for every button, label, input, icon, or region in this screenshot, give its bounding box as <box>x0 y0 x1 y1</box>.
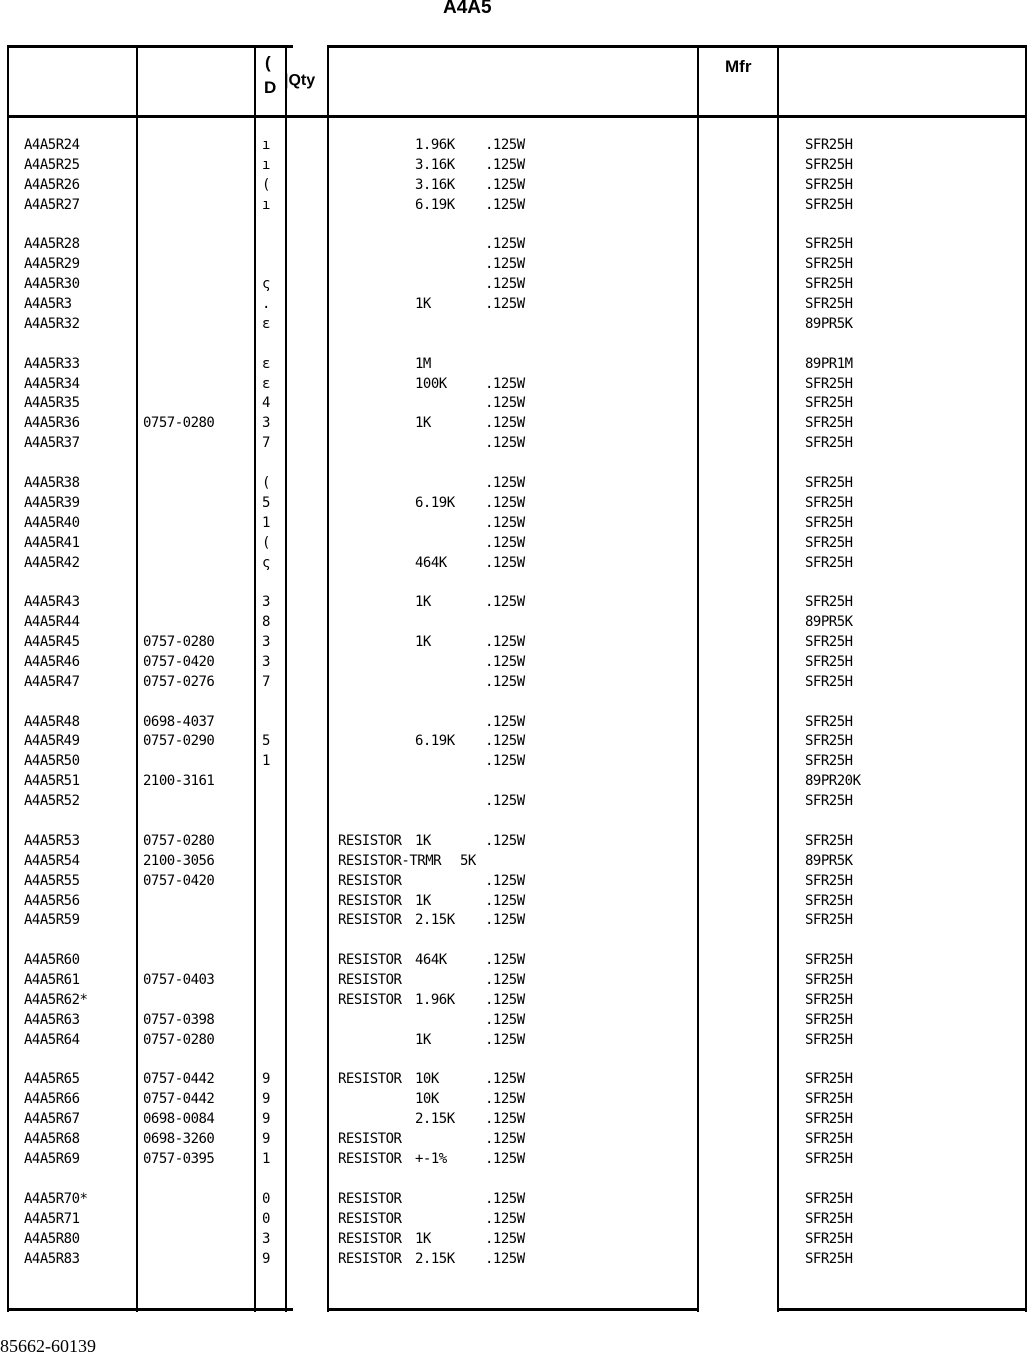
cell-watt: .125W <box>485 1211 525 1227</box>
cell-cd: 3 <box>262 415 270 431</box>
cell-cd: 5 <box>262 733 270 749</box>
cell-desc: RESISTOR <box>338 1211 402 1227</box>
table-border-right <box>1025 46 1027 1312</box>
column-divider <box>327 46 329 1312</box>
cell-ref: A4A5R70* <box>24 1191 88 1207</box>
cell-watt: .125W <box>485 1111 525 1127</box>
cell-ref: A4A5R37 <box>24 435 80 451</box>
cell-part: 2100-3056 <box>143 853 215 869</box>
cell-watt: .125W <box>485 753 525 769</box>
cell-watt: .125W <box>485 535 525 551</box>
cell-part: 0757-0420 <box>143 654 215 670</box>
cell-watt: .125W <box>485 475 525 491</box>
cell-mpn: 89PR5K <box>805 316 853 332</box>
cell-ref: A4A5R55 <box>24 873 80 889</box>
cell-mpn: SFR25H <box>805 674 853 690</box>
table-top-rule <box>327 45 1027 48</box>
header-rule <box>7 115 1027 118</box>
cell-watt: .125W <box>485 1032 525 1048</box>
cell-cd: 1 <box>262 515 270 531</box>
cell-part: 0757-0398 <box>143 1012 215 1028</box>
cell-mpn: SFR25H <box>805 753 853 769</box>
cell-cd: 0 <box>262 1211 270 1227</box>
cell-mpn: SFR25H <box>805 1091 853 1107</box>
cell-ref: A4A5R50 <box>24 753 80 769</box>
cell-ref: A4A5R59 <box>24 912 80 928</box>
cell-cd: 7 <box>262 435 270 451</box>
cell-watt: .125W <box>485 376 525 392</box>
cell-mpn: SFR25H <box>805 177 853 193</box>
cell-mpn: SFR25H <box>805 535 853 551</box>
cell-mpn: SFR25H <box>805 376 853 392</box>
cell-mpn: SFR25H <box>805 296 853 312</box>
cell-watt: .125W <box>485 395 525 411</box>
cell-mpn: SFR25H <box>805 395 853 411</box>
cell-ref: A4A5R51 <box>24 773 80 789</box>
cell-value: 2.15K <box>415 1111 455 1127</box>
cell-watt: .125W <box>485 495 525 511</box>
cell-watt: .125W <box>485 236 525 252</box>
cell-value: 1.96K <box>415 992 455 1008</box>
cell-mpn: SFR25H <box>805 276 853 292</box>
cell-ref: A4A5R63 <box>24 1012 80 1028</box>
cell-ref: A4A5R33 <box>24 356 80 372</box>
cell-value: 6.19K <box>415 495 455 511</box>
cell-desc: RESISTOR <box>338 992 402 1008</box>
cell-watt: .125W <box>485 733 525 749</box>
cell-cd: ( <box>262 535 270 551</box>
table-top-rule <box>7 45 293 48</box>
cell-part: 0698-4037 <box>143 714 215 730</box>
cell-watt: .125W <box>485 594 525 610</box>
cell-desc: RESISTOR <box>338 833 402 849</box>
page-footer: 85662-60139 <box>0 1336 96 1356</box>
cell-mpn: 89PR5K <box>805 614 853 630</box>
cell-cd: 5 <box>262 495 270 511</box>
table-border-left <box>7 46 9 1312</box>
header-mfr: Mfr <box>725 57 752 76</box>
table-bottom-rule <box>327 1308 699 1311</box>
cell-mpn: SFR25H <box>805 1191 853 1207</box>
cell-value: 1K <box>415 296 431 312</box>
cell-ref: A4A5R34 <box>24 376 80 392</box>
cell-value: +-1% <box>415 1151 447 1167</box>
cell-ref: A4A5R62* <box>24 992 88 1008</box>
cell-mpn: SFR25H <box>805 236 853 252</box>
cell-mpn: SFR25H <box>805 495 853 511</box>
cell-cd: ı <box>262 137 270 153</box>
cell-cd: 4 <box>262 395 270 411</box>
cell-watt: .125W <box>485 912 525 928</box>
cell-cd: 3 <box>262 654 270 670</box>
cell-ref: A4A5R38 <box>24 475 80 491</box>
cell-mpn: SFR25H <box>805 415 853 431</box>
cell-watt: .125W <box>485 1151 525 1167</box>
column-divider <box>136 46 138 1312</box>
cell-part: 0757-0442 <box>143 1091 215 1107</box>
cell-mpn: SFR25H <box>805 654 853 670</box>
cell-value: 5K <box>460 853 476 869</box>
cell-ref: A4A5R64 <box>24 1032 80 1048</box>
cell-ref: A4A5R39 <box>24 495 80 511</box>
cell-mpn: SFR25H <box>805 873 853 889</box>
column-divider <box>697 46 699 1312</box>
cell-watt: .125W <box>485 1012 525 1028</box>
cell-mpn: SFR25H <box>805 256 853 272</box>
cell-ref: A4A5R28 <box>24 236 80 252</box>
cell-mpn: 89PR1M <box>805 356 853 372</box>
cell-mpn: SFR25H <box>805 733 853 749</box>
cell-ref: A4A5R54 <box>24 853 80 869</box>
cell-ref: A4A5R29 <box>24 256 80 272</box>
cell-value: 1K <box>415 1032 431 1048</box>
cell-ref: A4A5R41 <box>24 535 80 551</box>
cell-ref: A4A5R68 <box>24 1131 80 1147</box>
cell-ref: A4A5R60 <box>24 952 80 968</box>
cell-value: 464K <box>415 952 447 968</box>
cell-ref: A4A5R56 <box>24 893 80 909</box>
cell-value: 1.96K <box>415 137 455 153</box>
cell-mpn: SFR25H <box>805 1151 853 1167</box>
cell-watt: .125W <box>485 1071 525 1087</box>
cell-cd: 1 <box>262 1151 270 1167</box>
cell-cd: ( <box>262 475 270 491</box>
cell-watt: .125W <box>485 515 525 531</box>
page-title: A4A5 <box>443 0 492 18</box>
cell-cd: . <box>262 296 270 312</box>
cell-part: 0757-0280 <box>143 1032 215 1048</box>
cell-value: 1K <box>415 833 431 849</box>
cell-watt: .125W <box>485 157 525 173</box>
table-bottom-rule <box>777 1308 1027 1311</box>
cell-value: 2.15K <box>415 912 455 928</box>
header-qty: |Qty <box>284 72 316 89</box>
header-cd-top: ( <box>265 53 271 72</box>
cell-ref: A4A5R49 <box>24 733 80 749</box>
cell-ref: A4A5R46 <box>24 654 80 670</box>
cell-desc: RESISTOR <box>338 893 402 909</box>
cell-value: 3.16K <box>415 177 455 193</box>
cell-desc: RESISTOR-TRMR <box>338 853 442 869</box>
cell-watt: .125W <box>485 634 525 650</box>
cell-value: 464K <box>415 555 447 571</box>
cell-ref: A4A5R27 <box>24 197 80 213</box>
cell-watt: .125W <box>485 793 525 809</box>
cell-value: 6.19K <box>415 733 455 749</box>
cell-ref: A4A5R45 <box>24 634 80 650</box>
cell-mpn: SFR25H <box>805 912 853 928</box>
cell-cd: ı <box>262 197 270 213</box>
cell-cd: 3 <box>262 594 270 610</box>
cell-watt: .125W <box>485 555 525 571</box>
cell-value: 10K <box>415 1091 439 1107</box>
cell-desc: RESISTOR <box>338 912 402 928</box>
cell-watt: .125W <box>485 952 525 968</box>
cell-mpn: SFR25H <box>805 594 853 610</box>
cell-cd: 7 <box>262 674 270 690</box>
cell-watt: .125W <box>485 893 525 909</box>
cell-cd: ς <box>262 555 270 571</box>
cell-value: 100K <box>415 376 447 392</box>
cell-cd: 9 <box>262 1251 270 1267</box>
cell-part: 0757-0290 <box>143 733 215 749</box>
cell-watt: .125W <box>485 1131 525 1147</box>
cell-watt: .125W <box>485 296 525 312</box>
cell-part: 0757-0403 <box>143 972 215 988</box>
cell-part: 0698-0084 <box>143 1111 215 1127</box>
cell-ref: A4A5R35 <box>24 395 80 411</box>
cell-watt: .125W <box>485 1191 525 1207</box>
cell-value: 10K <box>415 1071 439 1087</box>
cell-mpn: SFR25H <box>805 992 853 1008</box>
cell-watt: .125W <box>485 177 525 193</box>
cell-ref: A4A5R43 <box>24 594 80 610</box>
cell-watt: .125W <box>485 654 525 670</box>
cell-watt: .125W <box>485 1251 525 1267</box>
cell-cd: 9 <box>262 1071 270 1087</box>
cell-cd: 9 <box>262 1111 270 1127</box>
cell-part: 0757-0280 <box>143 634 215 650</box>
cell-cd: ı <box>262 157 270 173</box>
cell-ref: A4A5R32 <box>24 316 80 332</box>
cell-desc: RESISTOR <box>338 873 402 889</box>
cell-desc: RESISTOR <box>338 1151 402 1167</box>
cell-watt: .125W <box>485 276 525 292</box>
column-divider <box>777 46 779 1312</box>
cell-cd: ε <box>262 376 270 392</box>
cell-watt: .125W <box>485 714 525 730</box>
cell-value: 6.19K <box>415 197 455 213</box>
cell-value: 2.15K <box>415 1251 455 1267</box>
cell-watt: .125W <box>485 197 525 213</box>
cell-mpn: SFR25H <box>805 972 853 988</box>
cell-part: 0757-0442 <box>143 1071 215 1087</box>
cell-mpn: SFR25H <box>805 555 853 571</box>
cell-mpn: SFR25H <box>805 197 853 213</box>
cell-mpn: SFR25H <box>805 137 853 153</box>
cell-mpn: SFR25H <box>805 1071 853 1087</box>
cell-ref: A4A5R80 <box>24 1231 80 1247</box>
cell-ref: A4A5R71 <box>24 1211 80 1227</box>
cell-ref: A4A5R52 <box>24 793 80 809</box>
cell-value: 1K <box>415 594 431 610</box>
cell-cd: 1 <box>262 753 270 769</box>
cell-part: 0698-3260 <box>143 1131 215 1147</box>
cell-watt: .125W <box>485 992 525 1008</box>
cell-mpn: 89PR20K <box>805 773 861 789</box>
column-divider <box>285 46 287 1312</box>
cell-part: 2100-3161 <box>143 773 215 789</box>
table-bottom-rule <box>7 1308 293 1311</box>
cell-mpn: SFR25H <box>805 1231 853 1247</box>
cell-cd: 3 <box>262 634 270 650</box>
cell-mpn: SFR25H <box>805 515 853 531</box>
cell-cd: ς <box>262 276 270 292</box>
cell-watt: .125W <box>485 435 525 451</box>
cell-mpn: SFR25H <box>805 634 853 650</box>
cell-watt: .125W <box>485 256 525 272</box>
cell-mpn: SFR25H <box>805 952 853 968</box>
cell-part: 0757-0280 <box>143 415 215 431</box>
cell-cd: ε <box>262 356 270 372</box>
cell-ref: A4A5R83 <box>24 1251 80 1267</box>
cell-mpn: SFR25H <box>805 1012 853 1028</box>
cell-ref: A4A5R3 <box>24 296 72 312</box>
cell-desc: RESISTOR <box>338 1251 402 1267</box>
cell-ref: A4A5R24 <box>24 137 80 153</box>
cell-ref: A4A5R26 <box>24 177 80 193</box>
cell-part: 0757-0276 <box>143 674 215 690</box>
cell-ref: A4A5R53 <box>24 833 80 849</box>
cell-part: 0757-0395 <box>143 1151 215 1167</box>
cell-watt: .125W <box>485 137 525 153</box>
cell-watt: .125W <box>485 1091 525 1107</box>
cell-cd: 3 <box>262 1231 270 1247</box>
cell-desc: RESISTOR <box>338 972 402 988</box>
cell-watt: .125W <box>485 972 525 988</box>
cell-ref: A4A5R69 <box>24 1151 80 1167</box>
cell-value: 1M <box>415 356 431 372</box>
cell-value: 1K <box>415 893 431 909</box>
cell-mpn: SFR25H <box>805 793 853 809</box>
cell-cd: ε <box>262 316 270 332</box>
cell-desc: RESISTOR <box>338 1191 402 1207</box>
cell-mpn: SFR25H <box>805 1111 853 1127</box>
cell-ref: A4A5R67 <box>24 1111 80 1127</box>
cell-ref: A4A5R30 <box>24 276 80 292</box>
cell-value: 1K <box>415 634 431 650</box>
cell-desc: RESISTOR <box>338 952 402 968</box>
cell-cd: 9 <box>262 1091 270 1107</box>
cell-mpn: SFR25H <box>805 1251 853 1267</box>
cell-mpn: SFR25H <box>805 435 853 451</box>
column-divider <box>254 46 256 1312</box>
cell-desc: RESISTOR <box>338 1071 402 1087</box>
cell-desc: RESISTOR <box>338 1131 402 1147</box>
cell-watt: .125W <box>485 1231 525 1247</box>
cell-part: 0757-0420 <box>143 873 215 889</box>
cell-mpn: SFR25H <box>805 157 853 173</box>
cell-watt: .125W <box>485 833 525 849</box>
cell-value: 3.16K <box>415 157 455 173</box>
cell-ref: A4A5R47 <box>24 674 80 690</box>
cell-watt: .125W <box>485 873 525 889</box>
cell-mpn: SFR25H <box>805 1211 853 1227</box>
cell-cd: 8 <box>262 614 270 630</box>
cell-ref: A4A5R66 <box>24 1091 80 1107</box>
cell-mpn: SFR25H <box>805 833 853 849</box>
cell-ref: A4A5R48 <box>24 714 80 730</box>
cell-value: 1K <box>415 415 431 431</box>
cell-desc: RESISTOR <box>338 1231 402 1247</box>
cell-ref: A4A5R61 <box>24 972 80 988</box>
cell-ref: A4A5R40 <box>24 515 80 531</box>
cell-ref: A4A5R36 <box>24 415 80 431</box>
cell-ref: A4A5R42 <box>24 555 80 571</box>
header-cd-bottom: D <box>264 78 277 97</box>
cell-cd: 9 <box>262 1131 270 1147</box>
cell-mpn: SFR25H <box>805 893 853 909</box>
cell-cd: 0 <box>262 1191 270 1207</box>
cell-mpn: SFR25H <box>805 475 853 491</box>
cell-watt: .125W <box>485 674 525 690</box>
cell-ref: A4A5R65 <box>24 1071 80 1087</box>
cell-mpn: 89PR5K <box>805 853 853 869</box>
cell-mpn: SFR25H <box>805 1131 853 1147</box>
cell-mpn: SFR25H <box>805 1032 853 1048</box>
cell-value: 1K <box>415 1231 431 1247</box>
cell-ref: A4A5R25 <box>24 157 80 173</box>
cell-part: 0757-0280 <box>143 833 215 849</box>
cell-cd: ( <box>262 177 270 193</box>
cell-ref: A4A5R44 <box>24 614 80 630</box>
cell-mpn: SFR25H <box>805 714 853 730</box>
cell-watt: .125W <box>485 415 525 431</box>
